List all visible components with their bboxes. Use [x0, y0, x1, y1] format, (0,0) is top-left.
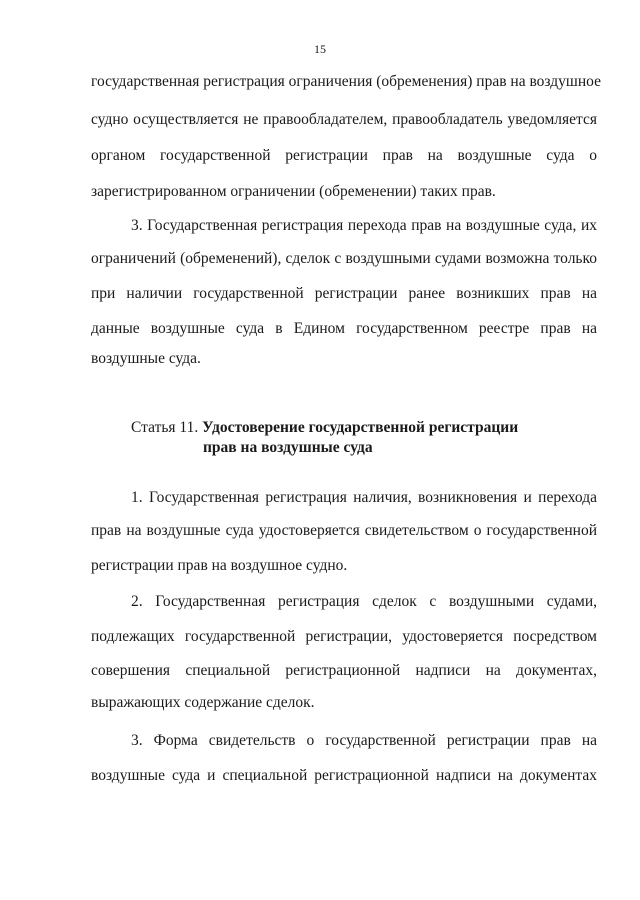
article-heading-line-1 — [131, 418, 518, 438]
paragraph-3-line-1: 1. Государственная регистрация наличия, возникновения и перехода — [131, 489, 597, 506]
paragraph-4-line-4: выражающих содержание сделок. — [91, 694, 315, 711]
paragraph-2-line-5: воздушные суда. — [91, 350, 201, 367]
paragraph-4-line-3: совершения специальной регистрационной надписи на документах, — [91, 662, 597, 679]
paragraph-5-line-1: 3. Форма свидетельств о государственной регистрации прав на — [131, 732, 597, 749]
paragraph-4-line-1: 2. Государственная регистрация сделок с воздушными судами, — [131, 593, 597, 610]
paragraph-1-line-2: судно осуществляется не правообладателем, правообладатель уведомляется — [91, 111, 597, 128]
paragraph-1-line-3: органом государственной регистрации прав на воздушные суда о — [91, 147, 597, 164]
article-title-line-1: Удостоверение государственной регистрации — [202, 419, 519, 436]
paragraph-3-line-2: прав на воздушные суда удостоверяется свидетельством о государственной — [91, 522, 597, 539]
article-prefix: Статья 11. — [131, 419, 199, 436]
paragraph-4-line-2: подлежащих государственной регистрации, удостоверяется посредством — [91, 628, 597, 645]
paragraph-2-line-4: данные воздушные суда в Едином государственном реестре прав на — [91, 320, 597, 337]
paragraph-2-line-2: ограничений (обременений), сделок с воздушными судами возможна только — [91, 250, 597, 267]
article-title-line-2: прав на воздушные суда — [203, 439, 373, 456]
article-heading-line-2 — [203, 438, 373, 458]
paragraph-2-line-3: при наличии государственной регистрации ранее возникших прав на — [91, 285, 597, 302]
paragraph-3-line-3: регистрации прав на воздушное судно. — [91, 557, 348, 574]
paragraph-1-line-4: зарегистрированном ограничении (обременении) таких прав. — [91, 183, 496, 200]
paragraph-5-line-2: воздушные суда и специальной регистрационной надписи на документах — [91, 767, 597, 784]
paragraph-1-line-1: государственная регистрация ограничения (обременения) прав на воздушное — [91, 73, 601, 90]
page-number: 15 — [314, 42, 326, 56]
paragraph-2-line-1: 3. Государственная регистрация перехода прав на воздушные суда, их — [131, 217, 597, 234]
